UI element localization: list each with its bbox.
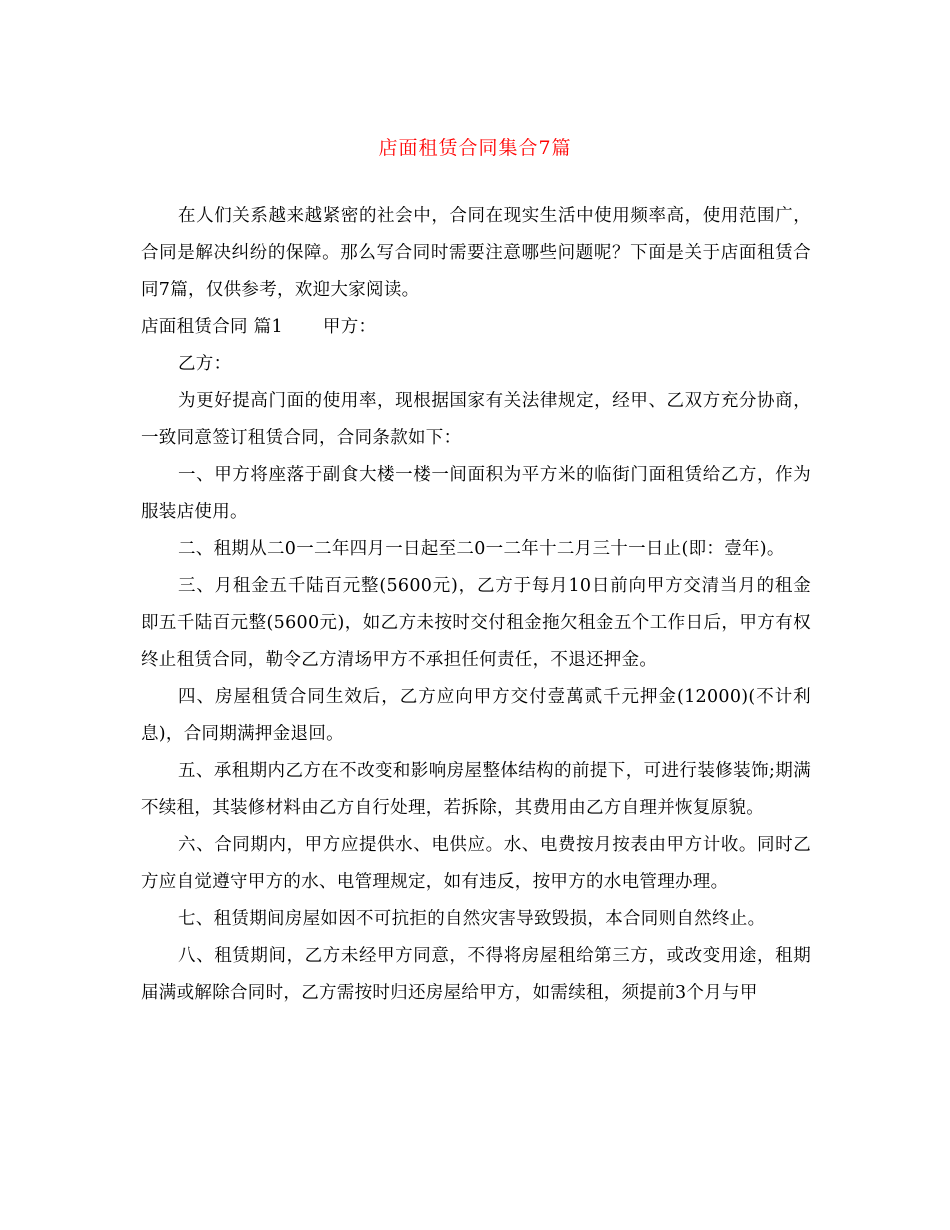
preamble-paragraph: 为更好提高门面的使用率，现根据国家有关法律规定，经甲、乙双方充分协商，一致同意签订租赁合同，合同条款如下： <box>141 391 811 448</box>
clause-2: 二、租期从二0一二年四月一日起至二0一二年十二月三十一日止(即：壹年)。 <box>178 539 785 559</box>
clause-5: 五、承租期内乙方在不改变和影响房屋整体结构的前提下，可进行装修装饰;期满不续租，其装修材料由乙方自行处理，若拆除，其费用由乙方自理并恢复原貌。 <box>141 761 811 818</box>
document-body <box>141 198 811 1012</box>
clause-4: 四、房屋租赁合同生效后，乙方应向甲方交付壹萬贰千元押金(12000)(不计利息)，合同期满押金退回。 <box>141 687 811 744</box>
section-heading: 店面租赁合同 篇1 <box>141 317 283 337</box>
clause-3: 三、月租金五千陆百元整(5600元)，乙方于每月10日前向甲方交清当月的租金即五千陆百元整(5600元)，如乙方未按时交付租金拖欠租金五个工作日后，甲方有权终止租赁合同，勒令乙方清场甲方不承担任何责任，不退还押金。 <box>141 576 811 670</box>
clause-8: 八、租赁期间，乙方未经甲方同意，不得将房屋租给第三方，或改变用途，租期届满或解除合同时，乙方需按时归还房屋给甲方，如需续租，须提前3个月与甲 <box>141 946 811 1003</box>
party-b-label: 乙方： <box>178 354 232 374</box>
section-heading-line <box>141 309 811 346</box>
clause-6: 六、合同期内，甲方应提供水、电供应。水、电费按月按表由甲方计收。同时乙方应自觉遵守甲方的水、电管理规定，如有违反，按甲方的水电管理办理。 <box>141 835 811 892</box>
party-a-label: 甲方： <box>322 317 377 337</box>
intro-paragraph: 在人们关系越来越紧密的社会中，合同在现实生活中使用频率高，使用范围广，合同是解决纠纷的保障。那么写合同时需要注意哪些问题呢？下面是关于店面租赁合同7篇，仅供参考，欢迎大家阅读。 <box>141 206 811 300</box>
clause-1: 一、甲方将座落于副食大楼一楼一间面积为平方米的临街门面租赁给乙方，作为服装店使用。 <box>141 465 811 522</box>
clause-7: 七、租赁期间房屋如因不可抗拒的自然灾害导致毁损，本合同则自然终止。 <box>178 909 766 929</box>
document-title: 店面租赁合同集合7篇 <box>378 137 572 159</box>
